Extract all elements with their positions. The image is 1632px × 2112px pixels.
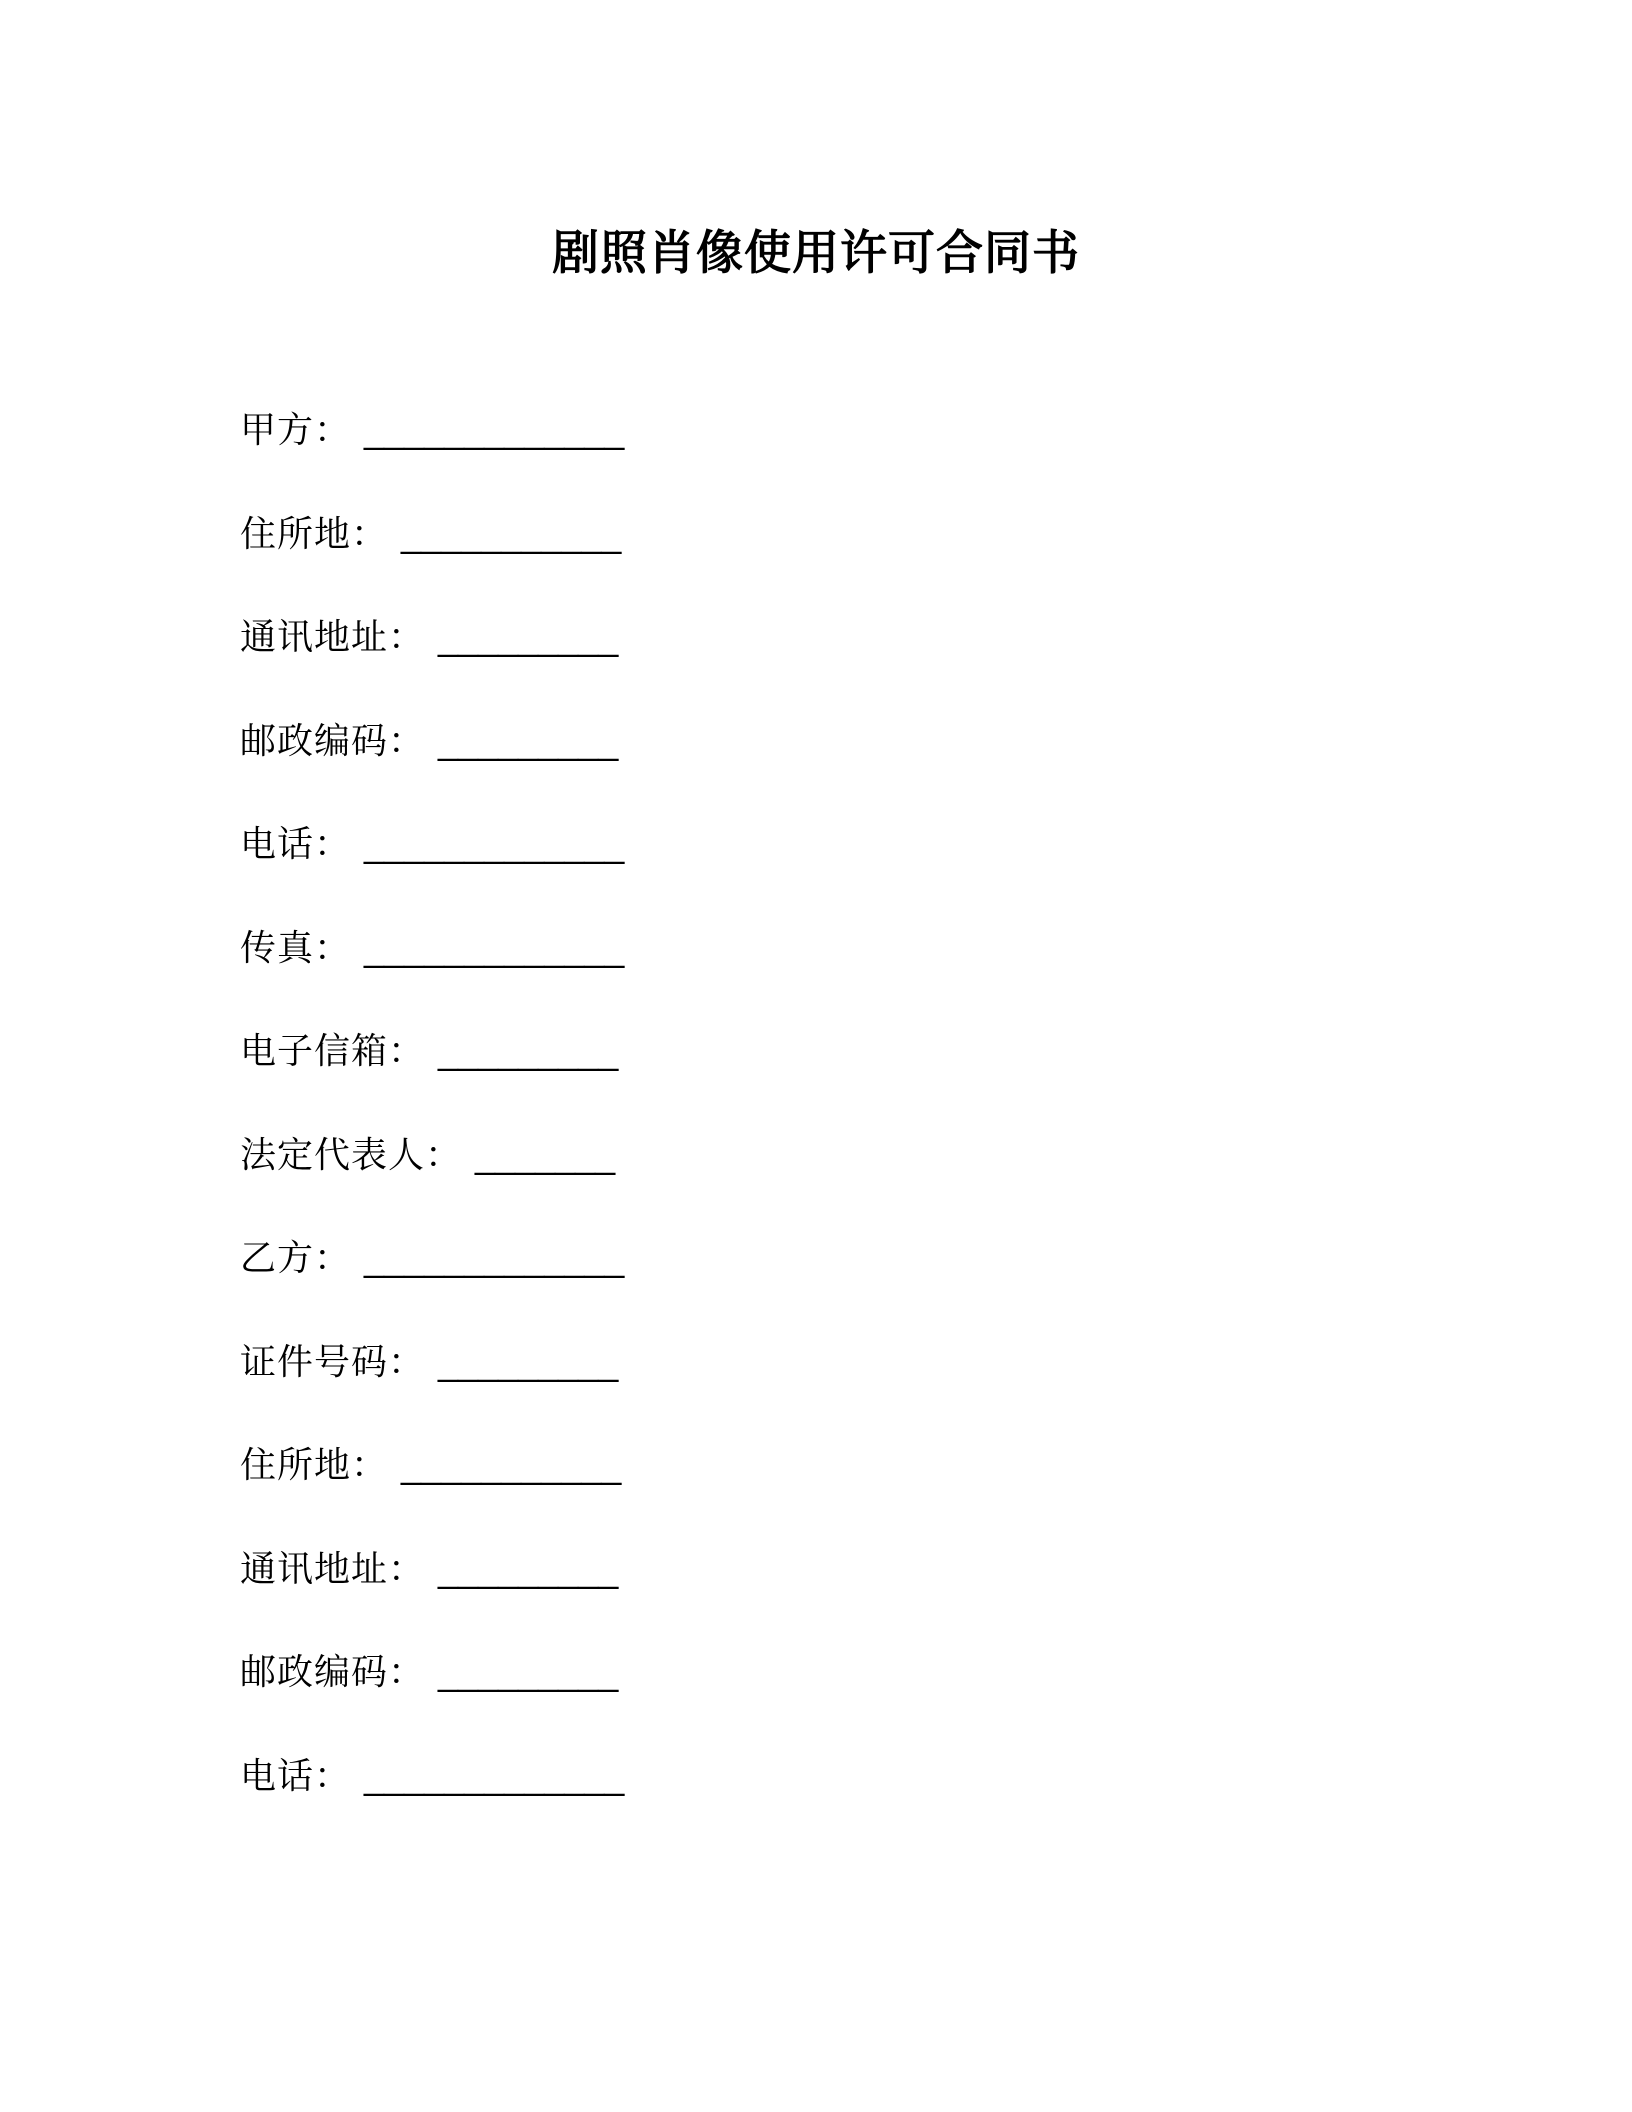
field-party-a-fax — [240, 921, 624, 1025]
field-label: 传真 — [240, 927, 315, 969]
field-label: 通讯地址 — [240, 1548, 389, 1590]
field-colon: ： — [314, 927, 351, 969]
field-party-a — [240, 403, 624, 507]
field-party-a-phone — [240, 817, 624, 921]
field-label: 证件号码 — [240, 1341, 389, 1383]
field-label: 通讯地址 — [240, 617, 389, 658]
field-colon: ： — [388, 1031, 425, 1072]
contract-fields-list — [240, 403, 624, 1852]
field-label: 邮政编码 — [240, 1652, 389, 1693]
field-label: 邮政编码 — [240, 720, 389, 762]
fill-in-blank[interactable]: ___________ — [401, 513, 622, 555]
field-party-a-domicile — [240, 507, 624, 611]
fill-in-blank[interactable]: _________ — [438, 1652, 619, 1693]
field-party-b-postal-code — [240, 1645, 624, 1749]
field-party-b — [240, 1231, 624, 1335]
field-colon: ： — [351, 513, 388, 555]
fill-in-blank[interactable]: ___________ — [401, 1445, 622, 1486]
field-label: 电话 — [240, 824, 315, 865]
field-party-b-phone — [240, 1749, 624, 1853]
field-party-a-email — [240, 1024, 624, 1128]
field-party-a-legal-representative — [240, 1128, 624, 1232]
field-party-a-mailing-address — [240, 610, 624, 714]
fill-in-blank[interactable]: _____________ — [364, 410, 625, 451]
fill-in-blank[interactable]: _________ — [438, 1031, 619, 1072]
fill-in-blank[interactable]: _________ — [438, 617, 619, 658]
field-colon: ： — [388, 617, 425, 658]
field-colon: ： — [314, 1755, 351, 1797]
field-label: 甲方 — [240, 410, 315, 451]
field-label: 住所地 — [240, 1445, 352, 1486]
field-party-b-domicile — [240, 1438, 624, 1542]
fill-in-blank[interactable]: _________ — [438, 1548, 619, 1590]
field-party-b-mailing-address — [240, 1542, 624, 1646]
field-colon: ： — [388, 1341, 425, 1383]
field-label: 法定代表人 — [240, 1134, 426, 1176]
fill-in-blank[interactable]: _____________ — [364, 1238, 625, 1279]
fill-in-blank[interactable]: _____________ — [364, 1755, 625, 1797]
fill-in-blank[interactable]: _____________ — [364, 824, 625, 865]
field-colon: ： — [425, 1134, 462, 1176]
field-colon: ： — [388, 1548, 425, 1590]
field-label: 乙方 — [240, 1238, 315, 1279]
document-title: 剧照肖像使用许可合同书 — [552, 226, 1080, 282]
field-party-b-id-number — [240, 1335, 624, 1439]
fill-in-blank[interactable]: _________ — [438, 720, 619, 762]
field-label: 电子信箱 — [240, 1031, 389, 1072]
field-colon: ： — [314, 1238, 351, 1279]
fill-in-blank[interactable]: _________ — [438, 1341, 619, 1383]
fill-in-blank[interactable]: _______ — [475, 1134, 616, 1176]
field-colon: ： — [314, 410, 351, 451]
field-colon: ： — [314, 824, 351, 865]
field-label: 电话 — [240, 1755, 315, 1797]
fill-in-blank[interactable]: _____________ — [364, 927, 625, 969]
field-party-a-postal-code — [240, 714, 624, 818]
field-label: 住所地 — [240, 513, 352, 555]
field-colon: ： — [351, 1445, 388, 1486]
field-colon: ： — [388, 1652, 425, 1693]
field-colon: ： — [388, 720, 425, 762]
